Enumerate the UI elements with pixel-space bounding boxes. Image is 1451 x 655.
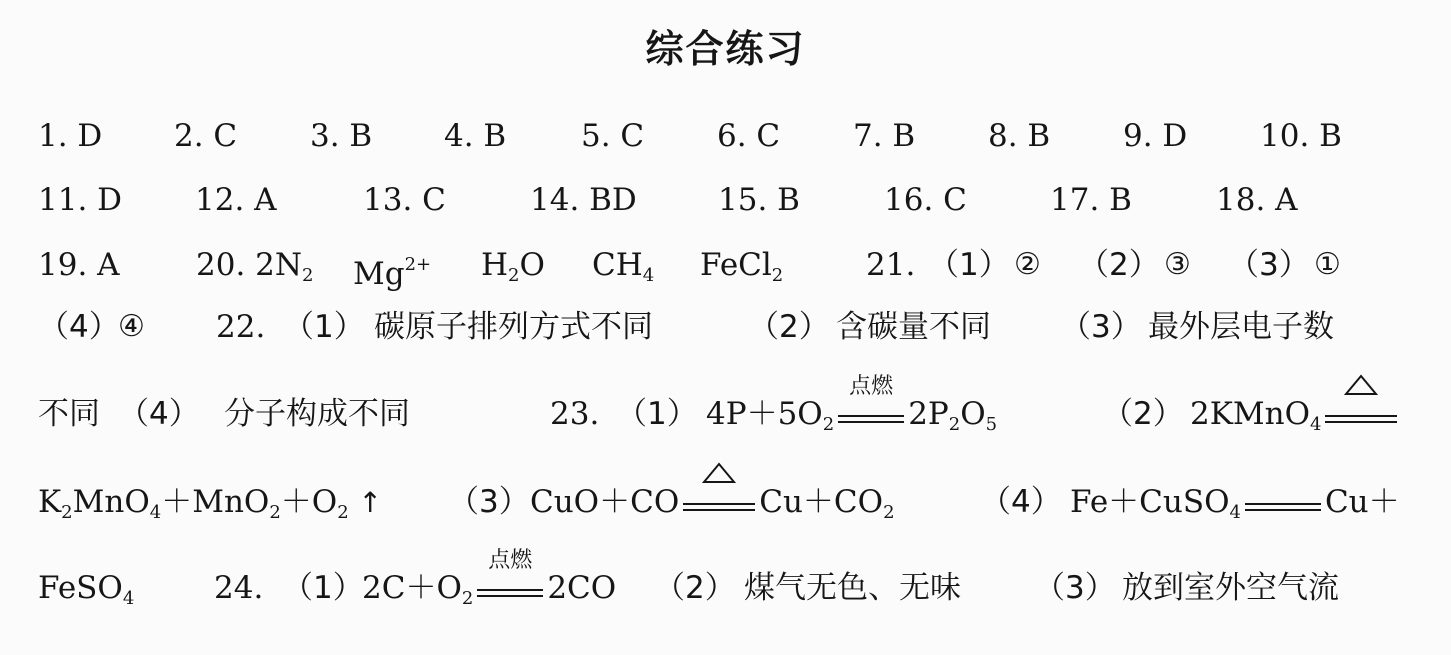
answer-16: 16. C: [884, 182, 967, 218]
answer-6: 6. C: [717, 118, 781, 154]
gas-arrow-icon: ↑: [358, 486, 382, 519]
subscript: 2: [508, 265, 520, 286]
subscript: 5: [985, 414, 998, 435]
question-23-label: 23.: [550, 396, 600, 432]
answer-24-2: 煤气无色、无味: [744, 570, 961, 606]
reactants: Fe＋CuSO: [1070, 484, 1230, 520]
reactants: CuO＋CO: [530, 484, 680, 520]
heat-triangle-icon: [1344, 374, 1378, 396]
answer-4: 4. B: [444, 118, 507, 154]
product: O: [960, 396, 986, 432]
reaction-condition-equals: [473, 548, 547, 608]
products: Cu＋: [1324, 484, 1400, 520]
subscript: 4: [642, 265, 655, 286]
answer-20-mg-ion: [353, 245, 431, 294]
answer-22-4: 分子构成不同: [224, 396, 410, 432]
equation-23-3: [530, 482, 895, 533]
part-label: （1）: [928, 247, 1010, 283]
product: 2P: [908, 396, 949, 432]
subscript: 2: [337, 502, 349, 523]
part-label: （1）: [282, 570, 364, 606]
reactants: 2KMnO: [1190, 396, 1311, 432]
subscript: 2: [948, 414, 961, 435]
subscript: 2: [883, 502, 895, 523]
answer-14: 14. BD: [530, 182, 637, 218]
answer-22-3: 最外层电子数: [1148, 309, 1334, 345]
part-label: （3）: [1228, 247, 1310, 283]
product: MnO: [72, 484, 150, 520]
formula-text: CH: [592, 247, 643, 283]
condition-ignite: 点燃: [488, 548, 533, 573]
answer-21-3: ①: [1314, 247, 1341, 282]
subscript: 4: [1229, 502, 1241, 523]
answer-22-3-cont: 不同: [38, 396, 100, 432]
reactants: 2C＋O: [362, 570, 462, 606]
answer-7: 7. B: [853, 118, 916, 154]
answer-1: 1. D: [38, 118, 103, 154]
part-label: （3）: [448, 484, 530, 520]
answer-20-n2: [196, 245, 313, 296]
product: 2CO: [547, 570, 617, 606]
part-label: （3）: [1060, 309, 1142, 345]
part-label: （2）: [654, 570, 736, 606]
equation-23-1: [706, 374, 998, 445]
product: ＋MnO: [161, 484, 270, 520]
answer-12: 12. A: [195, 182, 277, 218]
answer-20-h2o: [481, 245, 545, 296]
product: K: [38, 484, 62, 520]
superscript: 2+: [404, 254, 432, 275]
condition-ignite: 点燃: [849, 374, 894, 399]
answer-9: 9. D: [1123, 118, 1188, 154]
equation-23-2-right: [38, 482, 382, 533]
question-22-label: 22.: [216, 309, 266, 345]
subscript: 4: [122, 588, 135, 609]
equation-24-1: [362, 548, 617, 619]
part-label: （2）: [1078, 247, 1160, 283]
heat-triangle-icon: [702, 462, 736, 484]
question-24-label: 24.: [214, 570, 264, 606]
answer-20-ch4: [592, 245, 654, 296]
reaction-condition-heat: [1321, 394, 1401, 434]
reaction-condition-equals: [834, 374, 908, 434]
reactants: 4P＋5O: [706, 396, 823, 432]
answer-20-label: 20. 2N: [196, 247, 303, 283]
subscript: 2: [269, 502, 281, 523]
answer-8: 8. B: [988, 118, 1051, 154]
formula-text: O: [519, 247, 545, 283]
part-label: （4）: [980, 484, 1062, 520]
part-label: （1）: [616, 396, 698, 432]
equation-23-2-left: [1190, 394, 1401, 445]
subscript: 2: [771, 265, 784, 286]
answer-13: 13. C: [363, 182, 446, 218]
answer-22-1: 碳原子排列方式不同: [374, 309, 653, 345]
formula-text: Mg: [353, 256, 405, 292]
part-label: （3）: [1034, 570, 1116, 606]
answer-24-3: 放到室外空气流: [1122, 570, 1339, 606]
product: ＋O: [280, 484, 338, 520]
formula-text: FeCl: [700, 247, 772, 283]
part-label: （4）: [38, 309, 120, 345]
subscript: 4: [149, 502, 162, 523]
products: Cu＋CO: [759, 484, 884, 520]
subscript: 2: [61, 502, 73, 523]
equation-23-4-cont: [38, 568, 134, 619]
page-title: 综合练习: [645, 27, 806, 71]
part-label: （1）: [283, 309, 365, 345]
part-label: （4）: [118, 396, 200, 432]
answer-3: 3. B: [310, 118, 373, 154]
subscript: 4: [1310, 414, 1322, 435]
part-label: （2）: [748, 309, 830, 345]
answer-11: 11. D: [38, 182, 123, 218]
answer-22-2: 含碳量不同: [836, 309, 991, 345]
subscript: 2: [822, 414, 835, 435]
answer-5: 5. C: [581, 118, 645, 154]
answer-21-4: ④: [118, 309, 145, 344]
answer-20-fecl2: [700, 245, 783, 296]
answer-17: 17. B: [1050, 182, 1132, 218]
answer-21-1: ②: [1014, 247, 1041, 282]
answer-10: 10. B: [1260, 118, 1342, 154]
answer-18: 18. A: [1216, 182, 1298, 218]
answer-19: 19. A: [38, 247, 120, 283]
answer-15: 15. B: [718, 182, 800, 218]
subscript: 2: [302, 265, 314, 286]
question-21-label: 21.: [866, 247, 916, 283]
product: FeSO: [38, 570, 123, 606]
answer-2: 2. C: [174, 118, 238, 154]
answer-21-2: ③: [1164, 247, 1191, 282]
part-label: （2）: [1102, 396, 1184, 432]
formula-text: H: [481, 247, 509, 283]
equation-23-4: [1070, 482, 1400, 533]
subscript: 2: [461, 588, 474, 609]
reaction-equals: [1241, 482, 1325, 522]
reaction-condition-heat: [679, 482, 759, 522]
